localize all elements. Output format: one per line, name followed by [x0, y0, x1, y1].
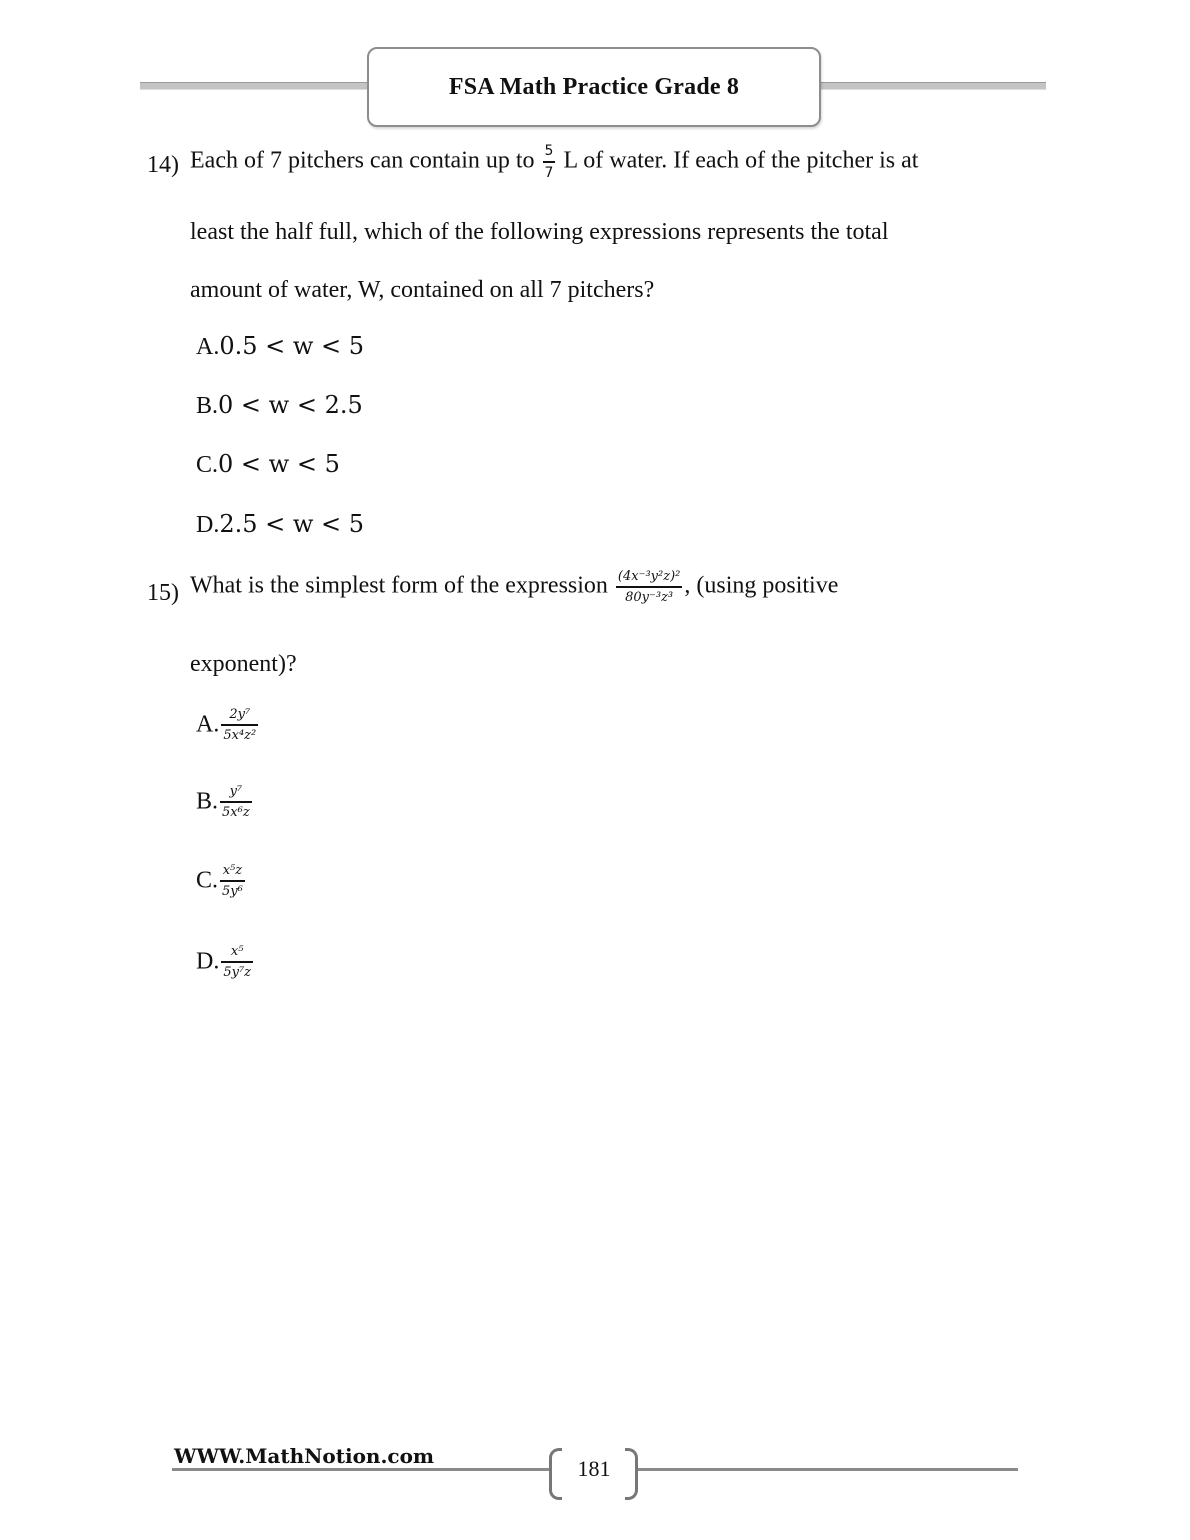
fraction-numerator: 5 — [543, 144, 556, 163]
question-text: , (using positive — [684, 572, 839, 599]
question-14-line-1 — [190, 144, 918, 180]
fraction-numerator: x⁵z — [220, 864, 245, 882]
answer-option-b[interactable] — [196, 785, 254, 819]
fraction-denominator: 80y⁻³z³ — [625, 590, 674, 605]
fraction-denominator: 7 — [544, 165, 554, 181]
fraction-numerator: y⁷ — [220, 785, 252, 803]
fraction-denominator: 5x⁶z — [222, 805, 250, 820]
option-letter: D. — [196, 948, 220, 975]
question-text: Each of 7 pitchers can contain up to — [190, 147, 535, 174]
header-title-box — [367, 47, 821, 127]
page-number: 181 — [577, 1456, 611, 1481]
option-expression: 0 < w < 5 — [218, 450, 340, 478]
fraction-denominator: 5y⁷z — [223, 965, 252, 980]
option-letter: B. — [196, 788, 219, 815]
expression-fraction — [616, 570, 682, 604]
answer-option-c[interactable] — [196, 450, 340, 479]
header-rule-right — [819, 82, 1046, 90]
fraction-numerator: (4x⁻³y²z)² — [616, 570, 682, 588]
question-15-line-1 — [190, 570, 838, 604]
option-fraction — [220, 864, 245, 898]
question-text: What is the simplest form of the expression — [190, 572, 608, 599]
question-14-line-2: least the half full, which of the following expressions represents the total — [190, 219, 889, 245]
answer-option-c[interactable] — [196, 864, 247, 898]
header-rule-left — [140, 82, 369, 90]
option-letter: C. — [196, 867, 219, 894]
answer-option-b[interactable] — [196, 391, 363, 420]
answer-option-d[interactable] — [196, 510, 364, 539]
fraction-denominator: 5y⁶ — [222, 884, 243, 899]
question-text: L of water. If each of the pitcher is at — [563, 147, 919, 174]
footer-rule-right — [638, 1468, 1018, 1471]
answer-option-a[interactable] — [196, 708, 260, 742]
option-expression: 0 < w < 2.5 — [218, 391, 363, 419]
option-letter: C. — [196, 452, 219, 478]
fraction-numerator: x⁵ — [221, 945, 253, 963]
page-title: FSA Math Practice Grade 8 — [448, 73, 740, 100]
question-number: 14) — [147, 152, 179, 178]
answer-option-a[interactable] — [196, 332, 364, 361]
option-letter: D. — [196, 512, 220, 538]
option-fraction — [220, 785, 252, 819]
option-expression: 0.5 < w < 5 — [219, 332, 365, 360]
option-fraction — [221, 708, 258, 742]
option-letter: B. — [196, 393, 219, 419]
option-letter: A. — [196, 711, 220, 738]
footer-rule-left — [172, 1468, 550, 1471]
question-number: 15) — [147, 580, 179, 606]
option-fraction — [221, 945, 253, 979]
website-link[interactable]: WWW.MathNotion.com — [174, 1444, 435, 1468]
fraction-denominator: 5x⁴z² — [223, 728, 257, 743]
fraction — [543, 144, 556, 180]
answer-option-d[interactable] — [196, 945, 255, 979]
option-expression: 2.5 < w < 5 — [219, 510, 365, 538]
question-14-line-3: amount of water, W, contained on all 7 pitchers? — [190, 277, 655, 303]
fraction-numerator: 2y⁷ — [221, 708, 258, 726]
option-letter: A. — [196, 334, 220, 360]
question-15-line-2: exponent)? — [190, 651, 297, 677]
